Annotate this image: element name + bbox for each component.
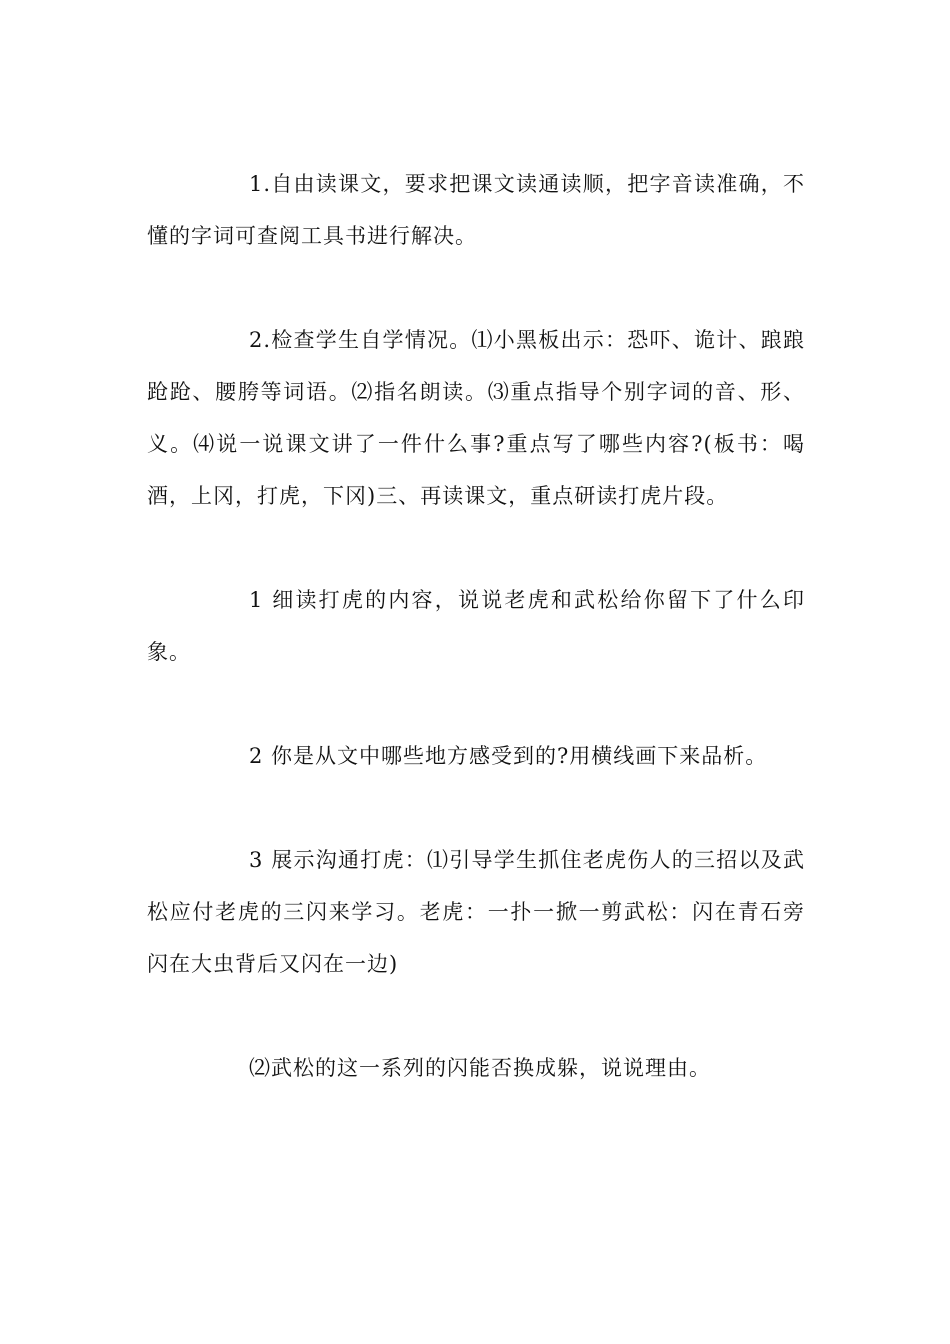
paragraph-underline-analysis: 2 你是从文中哪些地方感受到的?用横线画下来品析。 (249, 744, 768, 768)
paragraph-close-reading: 1 细读打虎的内容，说说老虎和武松给你留下了什么印象。 (147, 588, 805, 664)
paragraph-dodge-question: ⑵武松的这一系列的闪能否换成躲，说说理由。 (249, 1056, 711, 1080)
paragraph-self-study-check: 2.检查学生自学情况。⑴小黑板出示：恐吓、诡计、踉踉跄跄、腰胯等词语。⑵指名朗读。⑶重点指导个别字词的音、形、义。⑷说一说课文讲了一件什么事?重点写了哪些内容?(板书：喝酒，上冈，打虎，下冈)三、再读课文，重点研读打虎片段。 (147, 328, 805, 508)
paragraph-tiger-fight: 3 展示沟通打虎：⑴引导学生抓住老虎伤人的三招以及武松应付老虎的三闪来学习。老虎：一扑一掀一剪武松：闪在青石旁闪在大虫背后又闪在一边) (147, 848, 805, 976)
paragraph-free-reading: 1.自由读课文，要求把课文读通读顺，把字音读准确，不懂的字词可查阅工具书进行解决。 (147, 172, 805, 248)
document-body (147, 158, 805, 1146)
